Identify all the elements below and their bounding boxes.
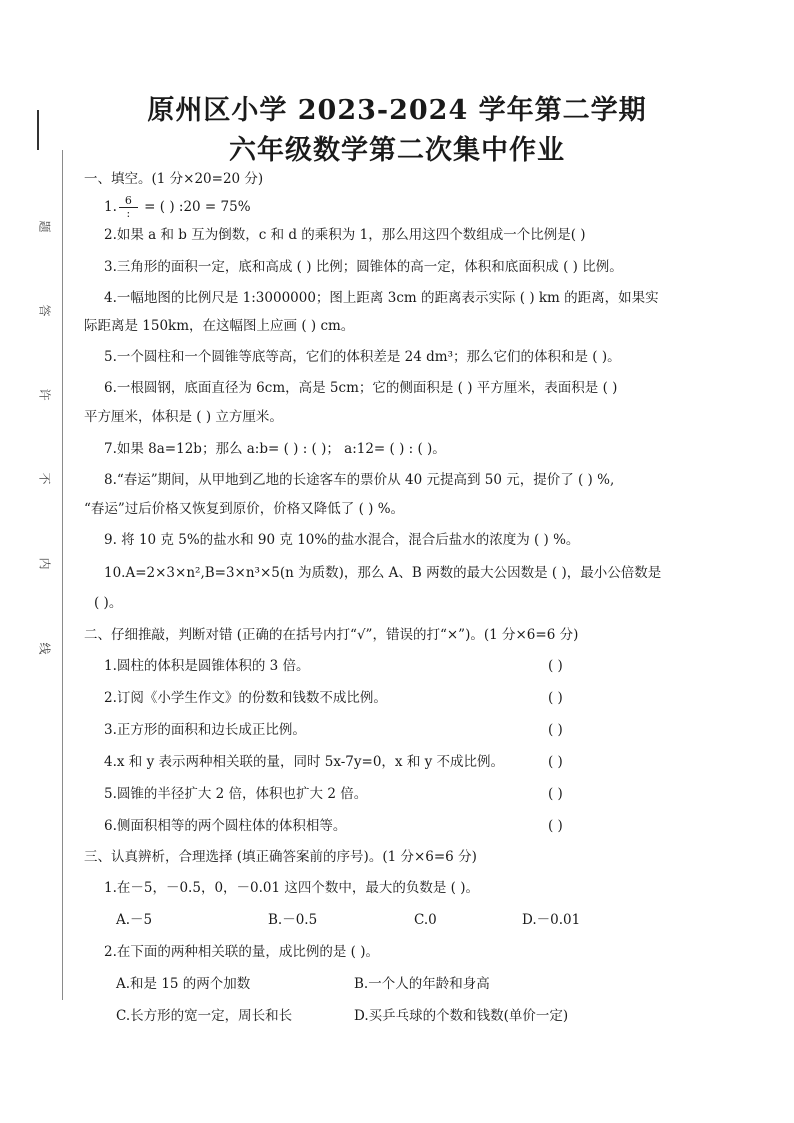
question-1-10: 10.A=2×3×n²,B=3×n³×5(n 为质数)，那么 A、B 两数的最大公因数是 ( )，最小公倍数是 bbox=[104, 565, 662, 581]
question-1-8: 8.“春运”期间，从甲地到乙地的长途客车的票价从 40 元提高到 50 元，提价了 ( ) %, bbox=[104, 472, 615, 488]
binding-line bbox=[62, 150, 63, 1000]
judge-item: 5.圆锥的半径扩大 2 倍，体积也扩大 2 倍。 bbox=[104, 786, 368, 802]
section1-heading: 一、填空。(1 分×20=20 分) bbox=[84, 171, 264, 187]
section3-heading: 三、认真辨析，合理选择 (填正确答案前的序号)。(1 分×6=6 分) bbox=[84, 849, 477, 865]
question-1-9: 9. 将 10 克 5%的盐水和 90 克 10%的盐水混合，混合后盐水的浓度为 ( ) %。 bbox=[104, 532, 580, 548]
question-1-4: 4.一幅地图的比例尺是 1:3000000；图上距离 3cm 的距离表示实际 ( ) km 的距离，如果实 bbox=[104, 290, 659, 306]
judge-item: 3.正方形的面积和边长成正比例。 bbox=[104, 722, 306, 738]
answer-paren: ( ) bbox=[548, 690, 563, 706]
choice-option-b: B.一个人的年龄和身高 bbox=[354, 976, 490, 992]
question-1-2: 2.如果 a 和 b 互为倒数，c 和 d 的乘积为 1，那么用这四个数组成一个比例是( ) bbox=[104, 227, 586, 243]
fraction bbox=[119, 195, 138, 220]
choice-option-b: B.－0.5 bbox=[268, 912, 318, 928]
side-char: 不 bbox=[37, 472, 52, 485]
choice-option-d: D.买乒乓球的个数和钱数(单价一定) bbox=[354, 1008, 569, 1024]
question-1-4-cont: 际距离是 150km，在这幅图上应画 ( ) cm。 bbox=[84, 318, 355, 334]
section2-heading: 二、仔细推敲，判断对错 (正确的在括号内打“√”，错误的打“×”)。(1 分×6=6 分) bbox=[84, 627, 579, 643]
choice-option-c: C.0 bbox=[414, 912, 437, 928]
side-char: 题 bbox=[37, 220, 52, 233]
choice-option-d: D.－0.01 bbox=[522, 912, 581, 928]
page-subtitle: 六年级数学第二次集中作业 bbox=[229, 135, 565, 166]
choice-option-c: C.长方形的宽一定，周长和长 bbox=[116, 1008, 293, 1024]
answer-paren: ( ) bbox=[548, 754, 563, 770]
judge-item: 4.x 和 y 表示两种相关联的量，同时 5x-7y=0，x 和 y 不成比例。 bbox=[104, 754, 505, 770]
question-1-6-cont: 平方厘米，体积是 ( ) 立方厘米。 bbox=[84, 409, 283, 425]
question-1-3: 3.三角形的面积一定，底和高成 ( ) 比例；圆锥体的高一定，体积和底面积成 ( ) 比例。 bbox=[104, 259, 623, 275]
question-1-5: 5.一个圆柱和一个圆锥等底等高，它们的体积差是 24 dm³；那么它们的体积和是 ( )。 bbox=[104, 349, 621, 365]
side-char: 线 bbox=[37, 642, 52, 655]
q-number: 1. bbox=[104, 199, 117, 215]
q-text: = ( ) :20 = 75% bbox=[139, 199, 251, 215]
judge-item: 2.订阅《小学生作文》的份数和钱数不成比例。 bbox=[104, 690, 387, 706]
answer-paren: ( ) bbox=[548, 786, 563, 802]
question-1-1 bbox=[104, 195, 251, 220]
answer-paren: ( ) bbox=[548, 722, 563, 738]
side-char: 许 bbox=[37, 388, 52, 401]
question-1-10-cont: ( )。 bbox=[94, 595, 123, 611]
answer-paren: ( ) bbox=[548, 818, 563, 834]
choice-option-a: A.－5 bbox=[116, 912, 153, 928]
page-title: 原州区小学 2023-2024 学年第二学期 bbox=[147, 95, 647, 126]
question-1-8-cont: “春运”过后价格又恢复到原价，价格又降低了 ( ) %。 bbox=[84, 501, 405, 517]
fraction-numerator: 6 bbox=[119, 195, 138, 208]
judge-item: 1.圆柱的体积是圆锥体积的 3 倍。 bbox=[104, 658, 310, 674]
judge-item: 6.侧面积相等的两个圆柱体的体积相等。 bbox=[104, 818, 347, 834]
choice-option-a: A.和是 15 的两个加数 bbox=[116, 976, 251, 992]
answer-paren: ( ) bbox=[548, 658, 563, 674]
question-1-6: 6.一根圆钢，底面直径为 6cm，高是 5cm；它的侧面积是 ( ) 平方厘米，表面积是 ( ) bbox=[104, 380, 618, 396]
question-1-7: 7.如果 8a=12b；那么 a:b= ( ) : ( )； a:12= ( ) : ( )。 bbox=[104, 441, 446, 457]
side-char: 答 bbox=[37, 304, 52, 317]
side-char: 内 bbox=[37, 557, 52, 570]
fraction-denominator: : bbox=[126, 207, 131, 220]
choice-question-1: 1.在－5，－0.5，0，－0.01 这四个数中，最大的负数是 ( )。 bbox=[104, 880, 479, 896]
choice-question-2: 2.在下面的两种相关联的量，成比例的是 ( )。 bbox=[104, 944, 379, 960]
